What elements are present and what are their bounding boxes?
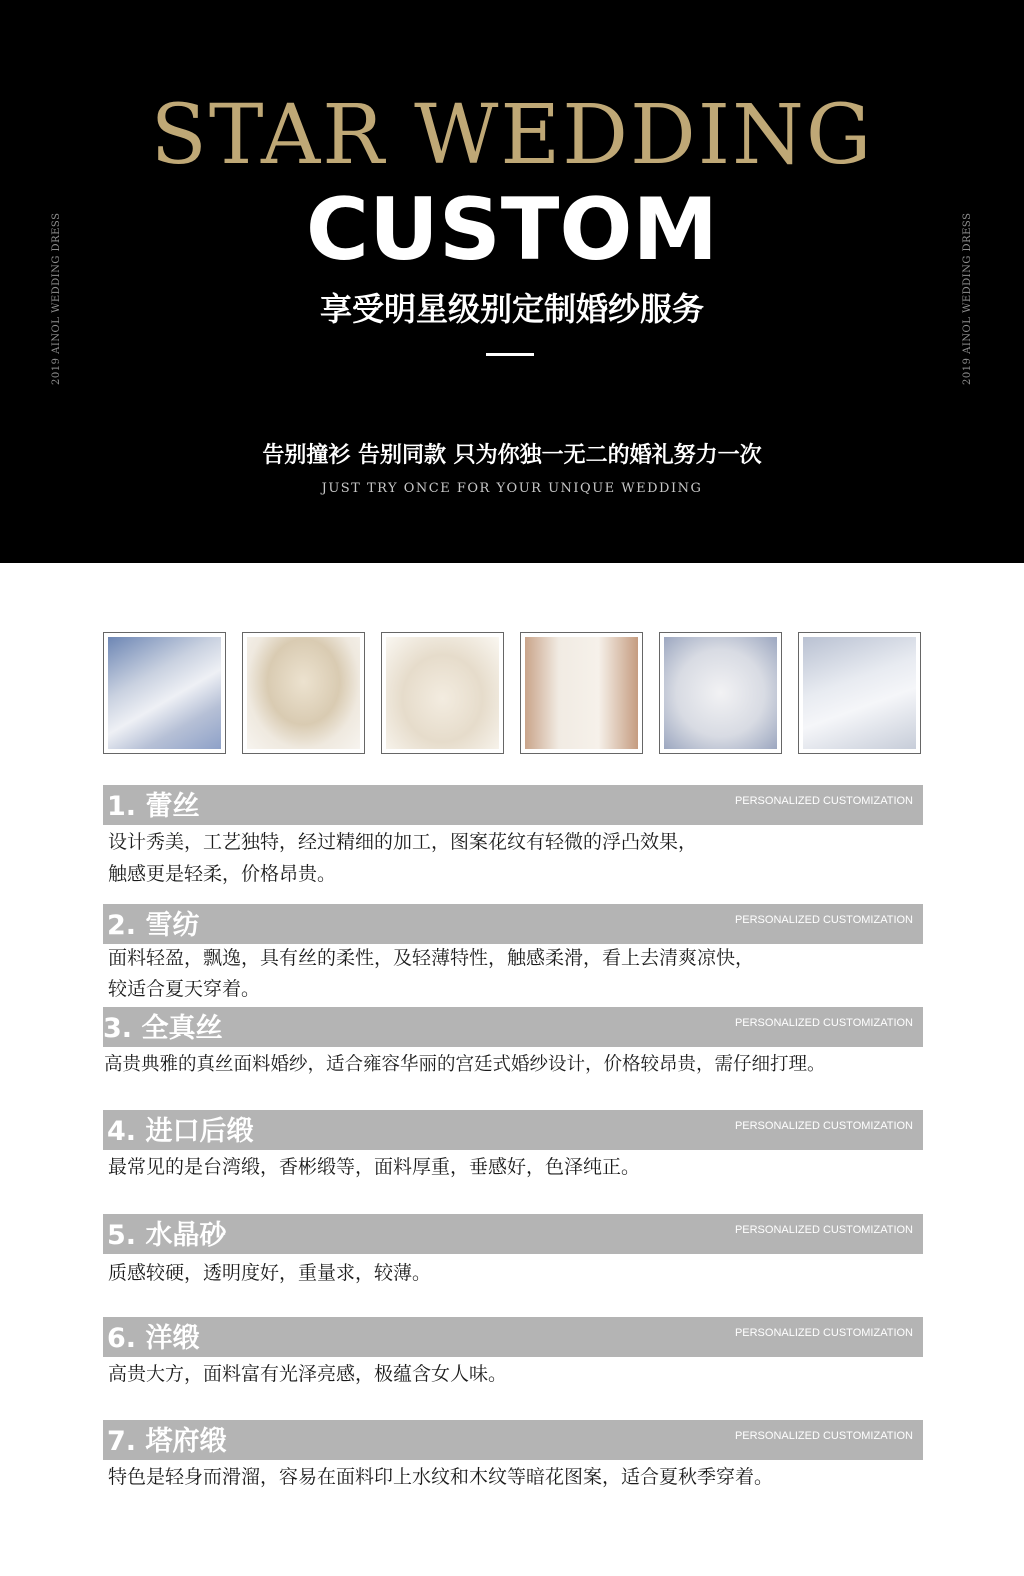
section-badge: PERSONALIZED CUSTOMIZATION: [734, 795, 913, 807]
section-description-line: 高贵典雅的真丝面料婚纱，适合雍容华丽的宫廷式婚纱设计，价格较昂贵，需仔细打理。: [104, 1054, 826, 1075]
section-header-crystal-yarn: [103, 1214, 923, 1254]
fabric-image: [108, 637, 221, 749]
section-description-line: 面料轻盈，飘逸，具有丝的柔性，及轻薄特性，触感柔滑，看上去清爽凉快，: [108, 947, 755, 969]
section-title: 6. 洋缎: [107, 1323, 200, 1354]
hero-banner: [0, 0, 1024, 563]
fabric-thumbnail-3: [381, 632, 504, 754]
hero-custom-heading: CUSTOM: [305, 180, 719, 280]
hero-subtitle: 享受明星级别定制婚纱服务: [319, 290, 704, 328]
hero-tagline-english: JUST TRY ONCE FOR YOUR UNIQUE WEDDING: [321, 481, 703, 496]
hero-divider: [486, 353, 534, 356]
fabric-thumbnail-5: [659, 632, 782, 754]
section-header-taffeta: [103, 1420, 923, 1460]
fabric-thumbnail-2: [242, 632, 365, 754]
section-badge: PERSONALIZED CUSTOMIZATION: [734, 1327, 913, 1339]
section-description-line: 特色是轻身而滑溜，容易在面料印上水纹和木纹等暗花图案，适合夏秋季穿着。: [108, 1466, 774, 1488]
section-title: 7. 塔府缎: [107, 1426, 227, 1457]
side-caption-left: 2019 AINOL WEDDING DRESS: [51, 212, 62, 385]
section-title: 5. 水晶砂: [107, 1220, 227, 1251]
fabric-image: [386, 637, 499, 749]
section-header-chiffon: [103, 904, 923, 944]
section-title: 3. 全真丝: [103, 1013, 223, 1044]
section-badge: PERSONALIZED CUSTOMIZATION: [734, 1224, 913, 1236]
section-header-imported-satin: [103, 1110, 923, 1150]
fabric-thumbnail-6: [798, 632, 921, 754]
section-badge: PERSONALIZED CUSTOMIZATION: [734, 1120, 913, 1132]
fabric-thumbnail-4: [520, 632, 643, 754]
section-description-line: 触感更是轻柔，价格昂贵。: [108, 863, 337, 885]
fabric-image: [247, 637, 360, 749]
section-header-lace: [103, 785, 923, 825]
section-title: 1. 蕾丝: [107, 791, 200, 822]
section-description-line: 较适合夏天穿着。: [108, 978, 261, 1000]
section-description-line: 高贵大方，面料富有光泽亮感，极蕴含女人味。: [108, 1363, 508, 1385]
side-caption-right: 2019 AINOL WEDDING DRESS: [962, 212, 973, 385]
hero-title: STAR WEDDING: [150, 88, 874, 183]
section-badge: PERSONALIZED CUSTOMIZATION: [734, 1017, 913, 1029]
section-header-silk: [103, 1007, 923, 1047]
section-title: 4. 进口后缎: [107, 1116, 254, 1147]
section-description-line: 质感较硬，透明度好，重量求，较薄。: [108, 1262, 432, 1284]
section-badge: PERSONALIZED CUSTOMIZATION: [734, 914, 913, 926]
hero-tagline: 告别撞衫 告别同款 只为你独一无二的婚礼努力一次: [262, 443, 762, 468]
fabric-image: [525, 637, 638, 749]
section-badge: PERSONALIZED CUSTOMIZATION: [734, 1430, 913, 1442]
section-header-foreign-satin: [103, 1317, 923, 1357]
fabric-image: [803, 637, 916, 749]
section-description-line: 设计秀美，工艺独特，经过精细的加工，图案花纹有轻微的浮凸效果，: [108, 831, 698, 853]
section-title: 2. 雪纺: [107, 910, 200, 941]
section-description-line: 最常见的是台湾缎，香彬缎等，面料厚重，垂感好，色泽纯正。: [108, 1156, 641, 1178]
fabric-thumbnail-1: [103, 632, 226, 754]
fabric-image: [664, 637, 777, 749]
